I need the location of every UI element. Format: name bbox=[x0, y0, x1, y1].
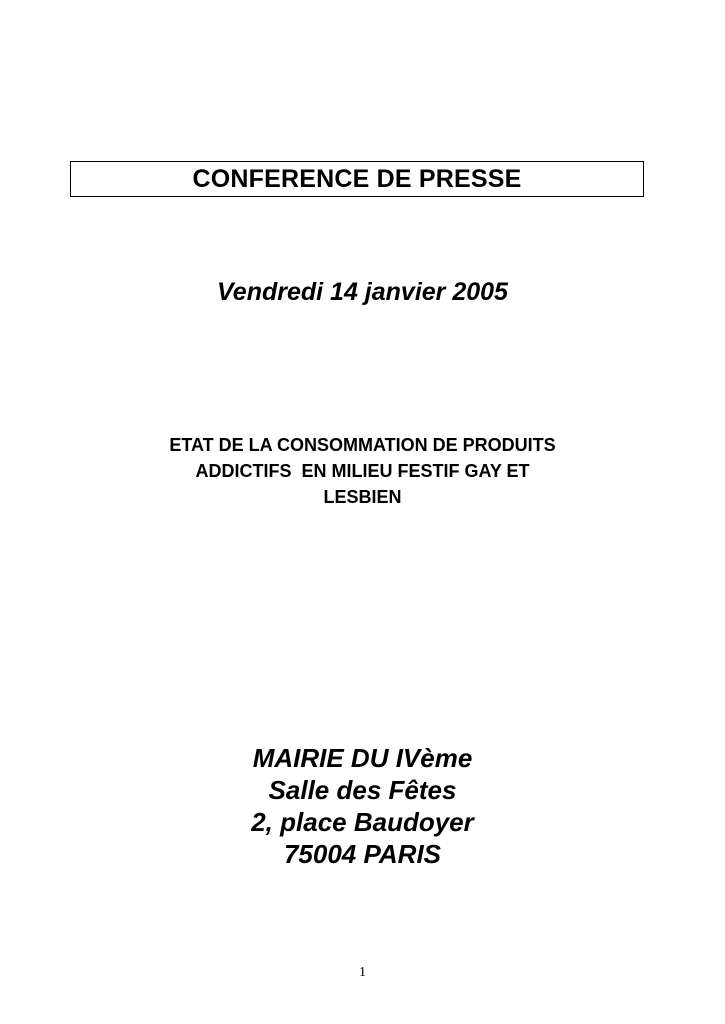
venue-address bbox=[0, 742, 725, 870]
conference-date: Vendredi 14 janvier 2005 bbox=[217, 278, 508, 306]
venue-city: 75004 PARIS bbox=[283, 839, 442, 869]
conference-subject bbox=[60, 432, 665, 510]
venue-name: MAIRIE DU IVème bbox=[252, 743, 473, 773]
subject-line: ETAT DE LA CONSOMMATION DE PRODUITS bbox=[169, 435, 556, 455]
document-title: CONFERENCE DE PRESSE bbox=[192, 164, 522, 193]
venue-street: 2, place Baudoyer bbox=[251, 807, 474, 837]
subject-line: ADDICTIFS EN MILIEU FESTIF GAY ET bbox=[195, 461, 530, 481]
page-number: 1 bbox=[359, 965, 366, 980]
subject-line: LESBIEN bbox=[323, 487, 402, 507]
title-box bbox=[70, 161, 644, 197]
venue-room: Salle des Fêtes bbox=[268, 775, 457, 805]
